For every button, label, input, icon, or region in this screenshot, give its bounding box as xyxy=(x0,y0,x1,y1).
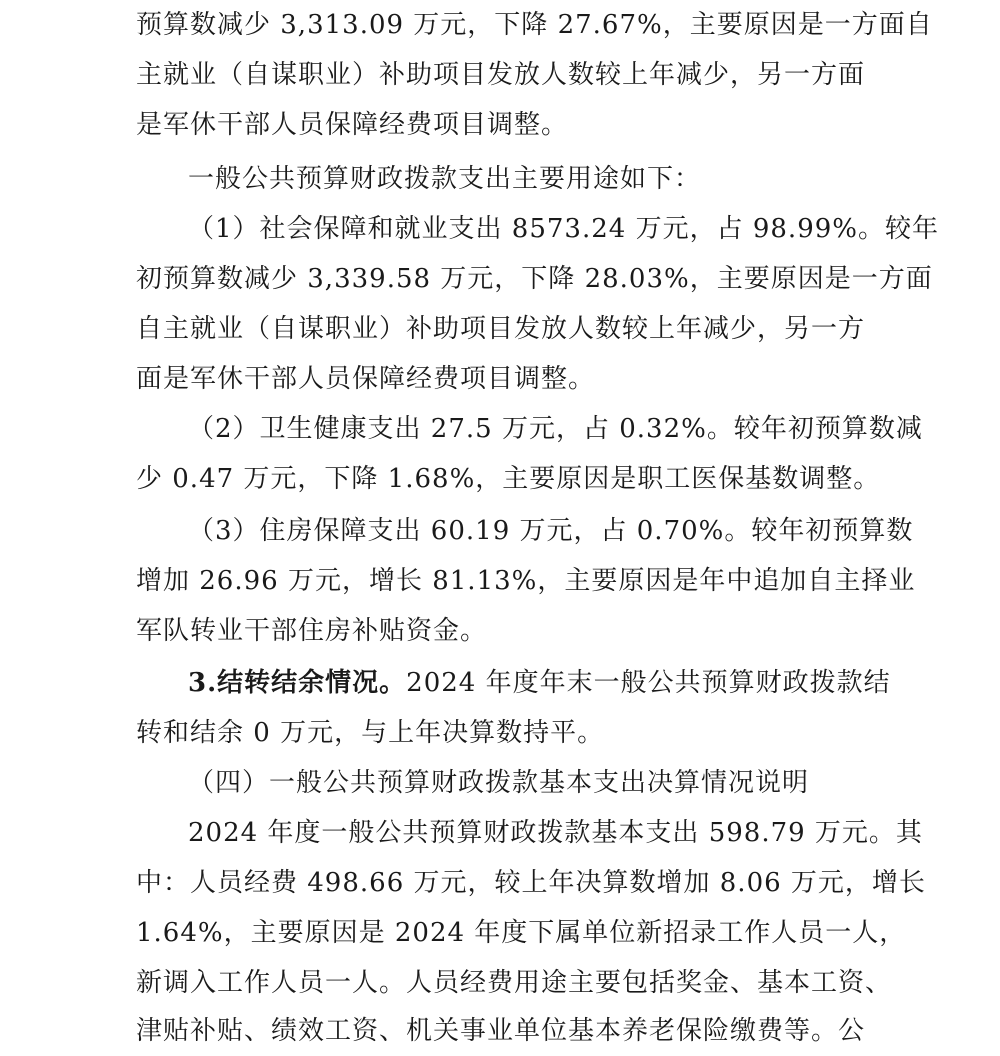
text-line: 增加 26.96 万元，增长 81.13%，主要原因是年中追加自主择业 xyxy=(136,566,916,596)
text-line: 2024 年度一般公共预算财政拨款基本支出 598.79 万元。其 xyxy=(188,818,923,848)
text-line: 主就业（自谋职业）补助项目发放人数较上年减少，另一方面 xyxy=(136,60,866,90)
text-line: 面是军休干部人员保障经费项目调整。 xyxy=(136,364,596,394)
text-line: 是军休干部人员保障经费项目调整。 xyxy=(136,110,569,140)
section-heading-line xyxy=(188,658,891,708)
section-heading: 3.结转结余情况。 xyxy=(188,668,407,698)
text-line: （3）住房保障支出 60.19 万元，占 0.70%。较年初预算数 xyxy=(188,516,914,546)
text-line: 初预算数减少 3,339.58 万元，下降 28.03%，主要原因是一方面 xyxy=(136,264,933,294)
text-line: 自主就业（自谋职业）补助项目发放人数较上年减少，另一方 xyxy=(136,314,866,344)
text-line: 转和结余 0 万元，与上年决算数持平。 xyxy=(136,718,605,748)
text-line: 一般公共预算财政拨款支出主要用途如下： xyxy=(188,164,702,194)
subsection-heading: （四）一般公共预算财政拨款基本支出决算情况说明 xyxy=(188,768,810,798)
text-line: （1）社会保障和就业支出 8573.24 万元，占 98.99%。较年 xyxy=(188,214,939,244)
text-line: 军队转业干部住房补贴资金。 xyxy=(136,616,488,646)
text-line: 1.64%，主要原因是 2024 年度下属单位新招录工作人员一人， xyxy=(136,918,907,948)
text-line: 预算数减少 3,313.09 万元，下降 27.67%，主要原因是一方面自 xyxy=(136,10,933,40)
text-line: 少 0.47 万元，下降 1.68%，主要原因是职工医保基数调整。 xyxy=(136,464,881,494)
text-line: 中：人员经费 498.66 万元，较上年决算数增加 8.06 万元，增长 xyxy=(136,868,926,898)
text-line: （2）卫生健康支出 27.5 万元，占 0.32%。较年初预算数减 xyxy=(188,414,923,444)
section-text: 2024 年度年末一般公共预算财政拨款结 xyxy=(406,668,891,698)
text-line: 津贴补贴、绩效工资、机关事业单位基本养老保险缴费等。公 xyxy=(136,1016,866,1046)
text-line: 新调入工作人员一人。人员经费用途主要包括奖金、基本工资、 xyxy=(136,968,893,998)
